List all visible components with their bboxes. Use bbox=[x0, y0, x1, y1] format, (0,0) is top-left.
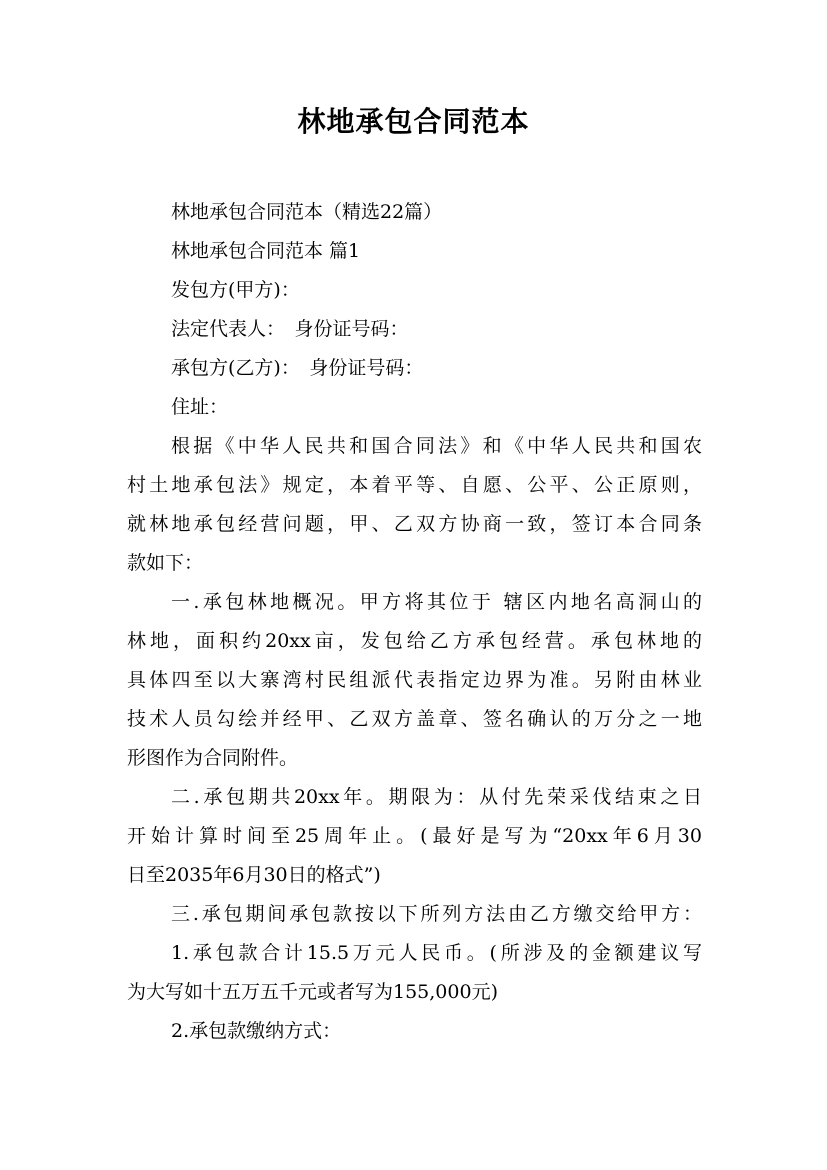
paragraph-line: 三.承包期间承包款按以下所列方法由乙方缴交给甲方： bbox=[171, 903, 702, 925]
paragraph-line: 具体四至以大寨湾村民组派代表指定边界为准。另附由林业 bbox=[127, 669, 702, 691]
legal-rep-line: 法定代表人： 身份证号码： bbox=[171, 318, 409, 340]
paragraph-line: 二.承包期共20xx年。期限为：从付先荣采伐结束之日 bbox=[171, 786, 702, 808]
paragraph-line: 1.承包款合计15.5万元人民币。(所涉及的金额建议写 bbox=[171, 942, 702, 964]
paragraph-line: 日至2035年6月30日的格式”) bbox=[127, 864, 381, 886]
section-heading: 林地承包合同范本 篇1 bbox=[171, 240, 361, 262]
paragraph-line: 2.承包款缴纳方式： bbox=[171, 1020, 342, 1042]
party-a-line: 发包方(甲方)： bbox=[171, 279, 300, 301]
paragraph-line: 就林地承包经营问题，甲、乙双方协商一致，签订本合同条 bbox=[127, 513, 702, 535]
paragraph-line: 村土地承包法》规定，本着平等、自愿、公平、公正原则， bbox=[127, 474, 702, 496]
paragraph-line: 为大写如十五万五千元或者写为155,000元) bbox=[127, 981, 498, 1003]
party-b-line: 承包方(乙方)： 身份证号码： bbox=[171, 357, 424, 379]
paragraph-line: 形图作为合同附件。 bbox=[127, 747, 299, 769]
address-line: 住址： bbox=[171, 396, 229, 418]
paragraph-line: 林地，面积约20xx亩，发包给乙方承包经营。承包林地的 bbox=[127, 630, 702, 652]
document-title: 林地承包合同范本 bbox=[297, 105, 530, 138]
paragraph-line: 款如下： bbox=[127, 552, 204, 574]
document-body bbox=[127, 193, 702, 1051]
paragraph-line: 根据《中华人民共和国合同法》和《中华人民共和国农 bbox=[171, 435, 702, 457]
paragraph-line: 开始计算时间至25周年止。(最好是写为“20xx年6月30 bbox=[127, 825, 702, 847]
paragraph-line: 技术人员勾绘并经甲、乙双方盖章、签名确认的万分之一地 bbox=[127, 708, 702, 730]
subtitle-line: 林地承包合同范本（精选22篇） bbox=[171, 201, 443, 223]
paragraph-line: 一.承包林地概况。甲方将其位于 辖区内地名高洞山的 bbox=[171, 591, 702, 613]
